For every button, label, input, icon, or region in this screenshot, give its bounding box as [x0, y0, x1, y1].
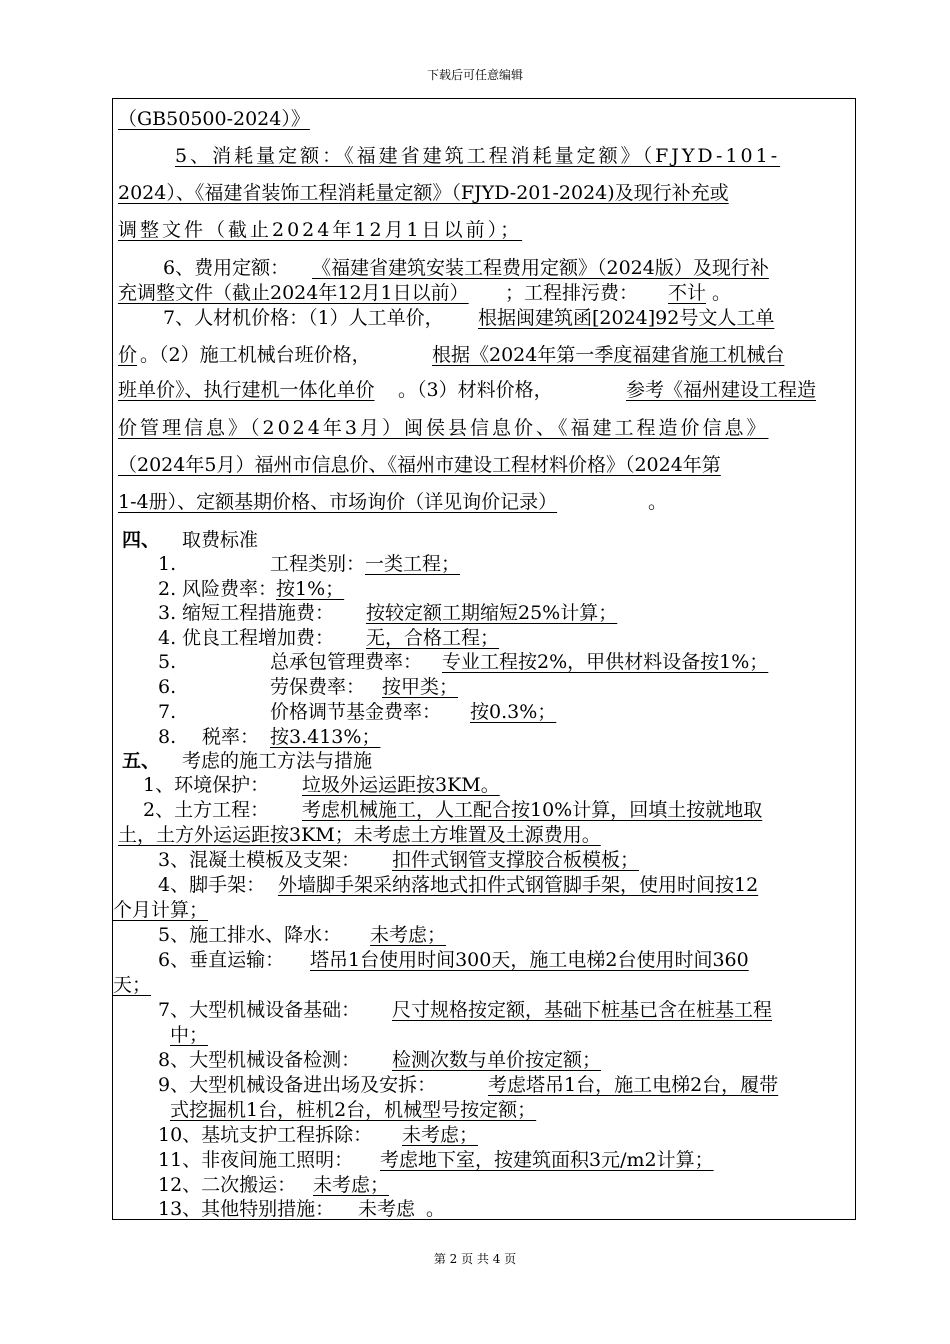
measure-value: 未考虑；	[370, 924, 447, 946]
price-line-3	[0, 378, 950, 404]
price-label: 7、人材机价格：（1）人工单价，	[163, 307, 444, 329]
section-title: 考虑的施工方法与措施	[182, 750, 373, 772]
material-price-cont-2: （2024年5月）福州市信息价、《福州市建设工程材料价格》（2024年第	[118, 454, 721, 476]
price-line-5	[0, 453, 950, 479]
price-line-2	[0, 343, 950, 369]
standard-code: （GB50500-2024）》	[118, 108, 310, 130]
quota-line-2	[0, 181, 950, 207]
price-line-6	[0, 490, 950, 516]
measure-label: 7、大型机械设备基础：	[158, 999, 361, 1021]
fee-value-2: 充调整文件（截止2024年12月1日以前）	[118, 282, 469, 304]
item-label: 风险费率：	[182, 578, 278, 600]
fee-line-2	[0, 281, 950, 307]
item-value: 按甲类；	[382, 676, 459, 698]
measure-item-12	[0, 1173, 950, 1199]
measure-value: 尺寸规格按定额，基础下桩基已含在桩基工程	[392, 999, 773, 1021]
measure-value: 考虑塔吊1台，施工电梯2台，履带	[488, 1074, 779, 1096]
item-label: 劳保费率：	[270, 676, 366, 698]
measure-item-4	[0, 873, 950, 899]
measure-item-5	[0, 923, 950, 949]
measure-item-8	[0, 1048, 950, 1074]
page-footer: 第 2 页 共 4 页	[433, 1252, 517, 1266]
item-value: 一类工程；	[365, 553, 461, 575]
fee-item	[0, 577, 950, 603]
measure-value: 未考虑；	[313, 1174, 390, 1196]
measure-value-cont: 个月计算；	[113, 899, 209, 921]
measure-value: 外墙脚手架采纳落地式扣件式钢管脚手架，使用时间按12	[278, 874, 759, 896]
page-header: 下载后可任意编辑	[426, 68, 523, 82]
measure-value-cont: 天；	[113, 974, 152, 996]
measure-item-1	[0, 773, 950, 799]
price-line-4	[0, 416, 950, 442]
measure-label: 3、混凝土模板及支架：	[158, 849, 361, 871]
labor-price-cont: 价	[118, 344, 138, 366]
section-4-heading	[0, 528, 950, 554]
fee-item	[0, 725, 950, 751]
labor-price: 根据闽建筑函[2024]92号文人工单	[478, 307, 775, 329]
item-value: 专业工程按2%，甲供材料设备按1%；	[442, 651, 769, 673]
standard-line	[0, 107, 950, 133]
quota-line-1	[0, 144, 950, 170]
measure-item-11	[0, 1148, 950, 1174]
measure-value: 垃圾外运运距按3KM。	[302, 774, 500, 796]
item-label: 总承包管理费率：	[270, 651, 423, 673]
measure-label: 9、大型机械设备进出场及安拆：	[158, 1074, 437, 1096]
measure-label: 5、施工排水、降水：	[158, 924, 342, 946]
measure-item-9	[0, 1073, 950, 1099]
measure-item-6-cont	[0, 973, 950, 999]
material-price-cont-3: 1-4册）、定额基期价格、市场询价（详见询价记录）	[118, 491, 558, 513]
measure-label: 4、脚手架：	[158, 874, 266, 896]
item-number: 5.	[158, 651, 177, 673]
fee-item	[0, 650, 950, 676]
measure-label: 13、其他特别措施：	[158, 1198, 335, 1220]
measure-item-3	[0, 848, 950, 874]
measure-item-13	[0, 1197, 950, 1223]
quota-line-3	[0, 218, 950, 244]
measure-label: 6、垂直运输：	[158, 949, 285, 971]
section-number: 四、	[122, 529, 161, 551]
measure-item-7	[0, 998, 950, 1024]
price-line-1	[0, 306, 950, 332]
material-label: 。（3）材料价格，	[398, 379, 553, 401]
measure-item-2	[0, 798, 950, 824]
fee-label: 6、费用定额：	[163, 257, 290, 279]
measure-value-cont: 式挖掘机1台，桩机2台，机械型号按定额；	[170, 1099, 537, 1121]
item-number: 2.	[158, 578, 177, 600]
fee-line-1	[0, 256, 950, 282]
fee-item	[0, 700, 950, 726]
measure-value: 考虑机械施工，人工配合按10%计算，回填土按就地取	[302, 799, 763, 821]
measure-value: 考虑地下室，按建筑面积3元/m2计算；	[380, 1149, 714, 1171]
item-number: 4.	[158, 627, 177, 649]
quota-text-2: 2024）、《福建省装饰工程消耗量定额》（FJYD-201-2024)及现行补充或	[118, 182, 729, 204]
measure-item-10	[0, 1123, 950, 1149]
item-label: 价格调节基金费率：	[270, 701, 442, 723]
measure-label: 8、大型机械设备检测：	[158, 1049, 361, 1071]
fee-item	[0, 626, 950, 652]
period: 。	[648, 491, 668, 513]
item-number: 6.	[158, 676, 177, 698]
measure-label: 12、二次搬运：	[158, 1174, 297, 1196]
measure-value: 塔吊1台使用时间300天，施工电梯2台使用时间360	[310, 949, 749, 971]
item-label: 工程类别：	[270, 553, 366, 575]
fee-value-1: 《福建省建筑安装工程费用定额》（2024版）及现行补	[312, 257, 769, 279]
section-number: 五、	[122, 750, 161, 772]
item-value: 按1%；	[276, 578, 345, 600]
fee-item	[0, 601, 950, 627]
period: 。	[712, 282, 732, 304]
pollution-fee-value: 不计	[668, 282, 707, 304]
machine-price-cont: 班单价》、执行建机一体化单价	[118, 379, 375, 401]
measure-value: 扣件式钢管支撑胶合板模板；	[392, 849, 640, 871]
item-number: 1.	[158, 553, 177, 575]
item-value: 按3.413%；	[270, 726, 381, 748]
item-value: 按较定额工期缩短25%计算；	[366, 602, 618, 624]
machine-label: 。（2）施工机械台班价格，	[140, 344, 371, 366]
measure-label: 10、基坑支护工程拆除：	[158, 1124, 373, 1146]
measure-item-4-cont	[0, 898, 950, 924]
period: 。	[426, 1198, 446, 1220]
pollution-fee-label: ；工程排污费：	[505, 282, 639, 304]
measure-item-2-cont	[0, 823, 950, 849]
measure-value: 检测次数与单价按定额；	[392, 1049, 602, 1071]
item-label: 税率：	[202, 726, 260, 748]
measure-item-9-cont	[0, 1098, 950, 1124]
measure-value-cont: 中；	[170, 1024, 209, 1046]
fee-item	[0, 675, 950, 701]
section-title: 取费标准	[182, 529, 259, 551]
item-number: 3.	[158, 602, 177, 624]
item-number: 8.	[158, 726, 177, 748]
section-5-heading	[0, 749, 950, 775]
quota-text-3: 调整文件（截止2024年12月1日以前）；	[118, 219, 523, 241]
quota-text-1: 5、消耗量定额：《福建省建筑工程消耗量定额》（FJYD-101-	[175, 145, 781, 167]
item-value: 按0.3%；	[470, 701, 557, 723]
measure-label: 2、土方工程：	[143, 799, 270, 821]
item-label: 优良工程增加费：	[182, 627, 335, 649]
material-price-cont-1: 价管理信息》（2024年3月）闽侯县信息价、《福建工程造价信息》	[118, 417, 769, 439]
measure-label: 1、环境保护：	[143, 774, 270, 796]
measure-value: 未考虑	[358, 1198, 416, 1220]
item-label: 缩短工程措施费：	[182, 602, 335, 624]
machine-price: 根据《2024年第一季度福建省施工机械台	[432, 344, 785, 366]
measure-item-6	[0, 948, 950, 974]
material-price: 参考《福州建设工程造	[626, 379, 817, 401]
measure-label: 11、非夜间施工照明：	[158, 1149, 354, 1171]
item-number: 7.	[158, 701, 177, 723]
fee-item	[0, 552, 950, 578]
item-value: 无，合格工程；	[366, 627, 500, 649]
measure-item-7-cont	[0, 1023, 950, 1049]
measure-value-cont: 土，土方外运运距按3KM；未考虑土方堆置及土源费用。	[118, 824, 601, 846]
measure-value: 未考虑；	[402, 1124, 479, 1146]
